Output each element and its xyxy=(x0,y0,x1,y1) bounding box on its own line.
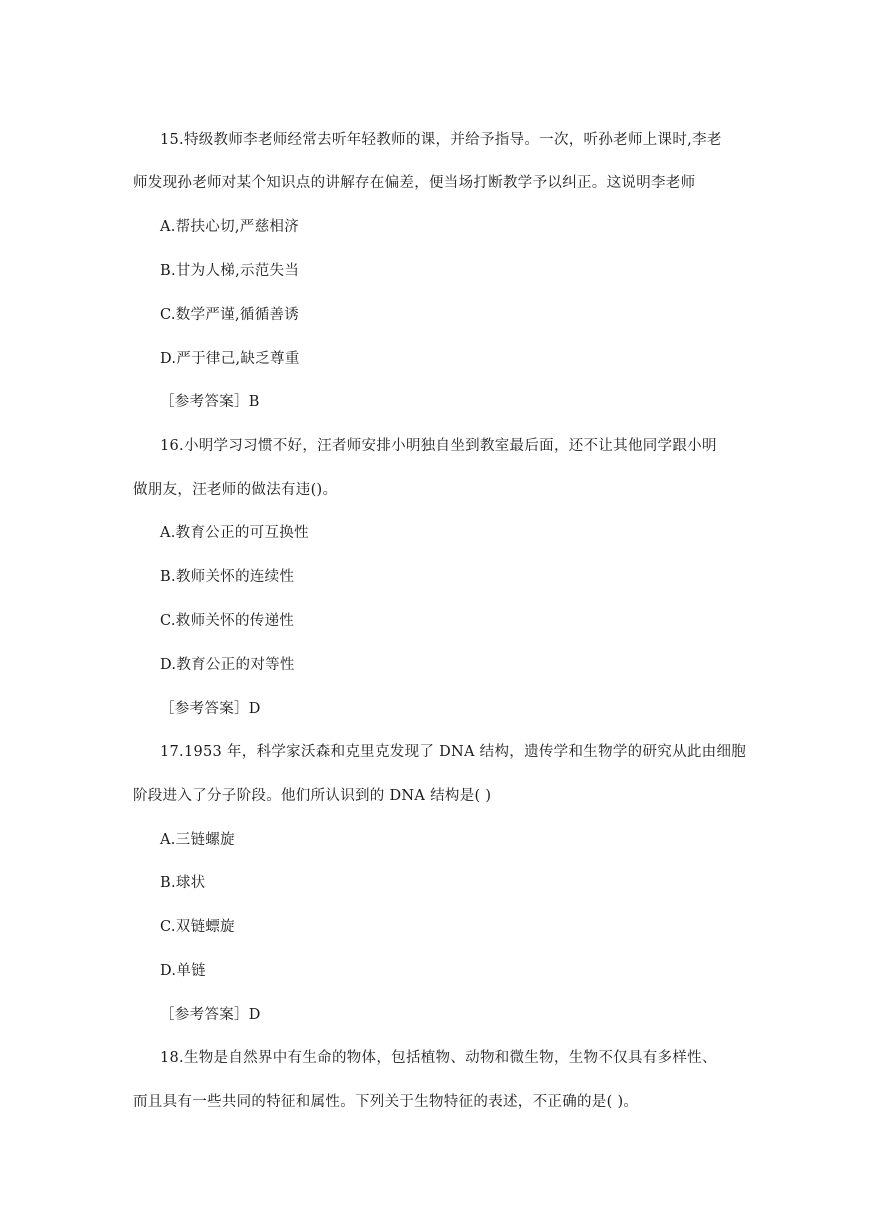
q17-stem-line-1: 17.1953 年，科学家沃森和克里克发现了 DNA 结构，遗传学和生物学的研究从此由细胞 xyxy=(160,744,747,760)
q18-stem-line-1: 18.生物是自然界中有生命的物体，包括植物、动物和微生物，生物不仅具有多样性、 xyxy=(160,1050,717,1066)
q16-option-c: C.救师关怀的传递性 xyxy=(160,613,295,629)
q15-option-d: D.严于律己,缺乏尊重 xyxy=(160,351,300,367)
q15-option-a: A.帮扶心切,严慈相济 xyxy=(160,219,299,235)
q17-answer: ［参考答案］D xyxy=(160,1007,261,1023)
q16-answer: ［参考答案］D xyxy=(160,701,261,717)
q17-option-d: D.单链 xyxy=(160,963,206,979)
q15-answer: ［参考答案］B xyxy=(160,394,260,410)
q16-option-a: A.教育公正的可互换性 xyxy=(160,525,309,541)
q15-option-c: C.数学严谨,循循善诱 xyxy=(160,307,300,323)
q17-option-a: A.三链螺旋 xyxy=(160,832,235,848)
q15-option-b: B.甘为人梯,示范失当 xyxy=(160,263,300,279)
q17-option-b: B.球状 xyxy=(160,875,206,891)
q16-option-d: D.教育公正的对等性 xyxy=(160,657,295,673)
q16-stem-line-1: 16.小明学习习惯不好，汪者师安排小明独自坐到教室最后面，还不让其他同学跟小明 xyxy=(160,438,717,454)
q17-option-c: C.双链螵旋 xyxy=(160,919,235,935)
q17-stem-line-2: 阶段进入了分子阶段。他们所认识到的 DNA 结构是( ) xyxy=(133,788,492,804)
q15-stem-line-2: 师发现孙老师对某个知识点的讲解存在偏差，便当场打断教学予以纠正。这说明李老师 xyxy=(133,175,696,191)
q18-stem-line-2: 而且具有一些共同的特征和属性。下列关于生物特征的表述，不正确的是( )。 xyxy=(133,1094,639,1110)
q15-stem-line-1: 15.特级教师李老师经常去听年轻教师的课，并给予指导。一次，听孙老师上课时,李老 xyxy=(160,132,722,148)
q16-option-b: B.教师关怀的连续性 xyxy=(160,569,295,585)
q16-stem-line-2: 做朋友，汪老师的做法有违()。 xyxy=(133,482,338,498)
